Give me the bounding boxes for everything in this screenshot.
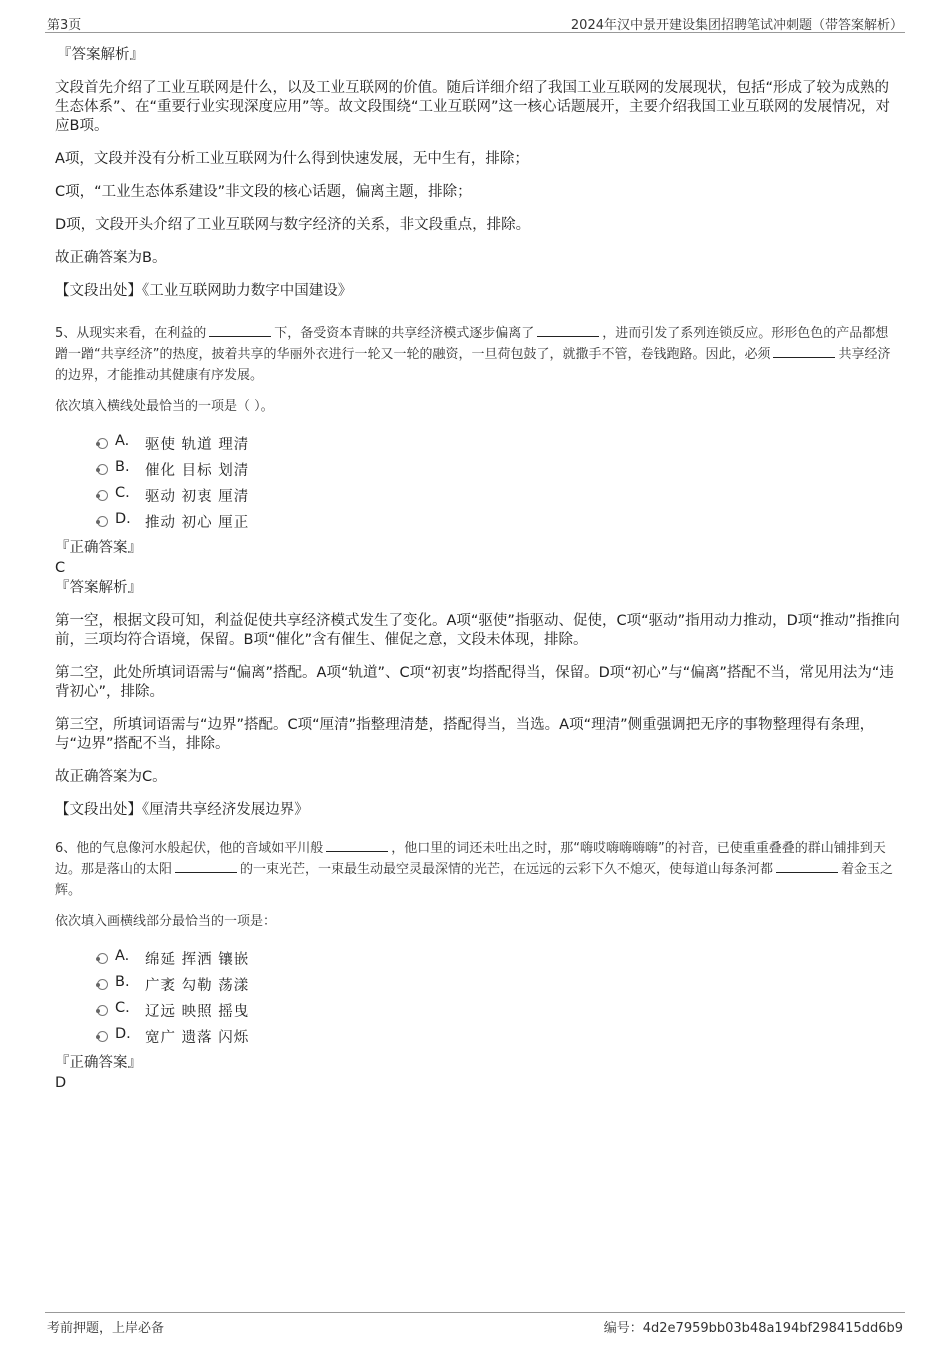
q5-stem-part2: 下，备受资本青睐的共享经济模式逐步偏离了 (274, 326, 535, 341)
q5-option-c[interactable] (55, 481, 900, 507)
page-footer (45, 1312, 905, 1337)
blank-line (537, 324, 599, 337)
q5-analysis-p3: 第三空，所填词语需与“边界”搭配。C项“厘清”指整理清楚，搭配得当，当选。A项“理清”侧重强调把无序的事物整理得有条理，与“边界”搭配不当，排除。 (55, 717, 875, 752)
option-text: 绵延 挥洒 镶嵌 (145, 952, 250, 968)
q5-stem-part3: ，进而引发了系列连锁反应。形形色色的产品都想蹭一蹭“共享经济”的热度，披着共享的华丽外衣进行一轮又一轮的融资，一旦荷包鼓了，就撒手不管，卷钱跑路。因此，必须 (55, 326, 889, 362)
q6-prompt: 依次填入画横线部分最恰当的一项是： (55, 914, 277, 929)
page-header (45, 12, 905, 33)
q5-option-a[interactable] (55, 429, 900, 455)
document-id: 编号：4d2e7959bb03b48a194bf298415dd6b9 (603, 1321, 903, 1336)
document-title: 2024年汉中景开建设集团招聘笔试冲刺题（带答案解析） (570, 18, 903, 33)
q6-stem-part4: 着金玉之辉。 (55, 862, 894, 898)
option-letter: B. (115, 459, 130, 475)
option-text: 驱使 轨道 理清 (145, 437, 250, 453)
radio-button[interactable] (97, 1005, 108, 1016)
content (55, 46, 900, 1093)
q4-source: 【文段出处】《工业互联网助力数字中国建设》 (55, 283, 353, 299)
radio-button[interactable] (97, 979, 108, 990)
option-text: 推动 初心 厘正 (145, 515, 250, 531)
option-letter: A. (115, 433, 130, 449)
q5-answer-label: 『正确答案』 (55, 540, 142, 556)
q6-answer: D (55, 1075, 67, 1091)
blank-line (326, 839, 388, 852)
q6-stem-part2: ，他口里的词还未吐出之时，那“嗨哎嗨嗨嗨嗨”的衬音，已使重重叠叠的群山铺排到天边。那是落山的太阳 (55, 841, 886, 877)
q5-option-b[interactable] (55, 455, 900, 481)
q4-analysis-p1: 文段首先介绍了工业互联网是什么，以及工业互联网的价值。随后详细介绍了我国工业互联网的发展现状，包括“形成了较为成熟的生态体系”、在“重要行业实现深度应用”等。故文段围绕“工业互联网”这一核心话题展开，主要介绍我国工业互联网的发展情况，对应B项。 (55, 80, 891, 134)
option-letter: A. (115, 948, 130, 964)
q6-answer-label: 『正确答案』 (55, 1055, 142, 1071)
radio-button[interactable] (97, 516, 108, 527)
q6-options (55, 944, 900, 1048)
q5-stem-part1: 5、从现实来看，在利益的 (55, 326, 207, 341)
q4-analysis-p3: C项，“工业生态体系建设”非文段的核心话题，偏离主题，排除； (55, 184, 472, 200)
q6-option-a[interactable] (55, 944, 900, 970)
option-letter: C. (115, 1000, 130, 1016)
q5-source: 【文段出处】《厘清共享经济发展边界》 (55, 802, 309, 818)
q4-analysis-p4: D项，文段开头介绍了工业互联网与数字经济的关系，非文段重点，排除。 (55, 217, 531, 233)
q5-stem-part4: 共享经济的边界，才能推动其健康有序发展。 (55, 347, 891, 383)
blank-line (776, 860, 838, 873)
option-letter: D. (115, 511, 131, 527)
q5-prompt: 依次填入横线处最恰当的一项是（ ）。 (55, 399, 274, 414)
radio-button[interactable] (97, 438, 108, 449)
q4-analysis-label: 『答案解析』 (57, 47, 144, 63)
q5-conclusion: 故正确答案为C。 (55, 769, 167, 785)
q6-option-b[interactable] (55, 970, 900, 996)
q6-option-d[interactable] (55, 1022, 900, 1048)
option-text: 广袤 勾勒 荡漾 (145, 978, 250, 994)
q5-stem (55, 323, 900, 386)
blank-line (175, 860, 237, 873)
q6-option-c[interactable] (55, 996, 900, 1022)
option-text: 宽广 遗落 闪烁 (145, 1030, 250, 1046)
q5-options (55, 429, 900, 533)
q5-analysis-p2: 第二空，此处所填词语需与“偏离”搭配。A项“轨道”、C项“初衷”均搭配得当，保留。D项“初心”与“偏离”搭配不当，常见用法为“违背初心”，排除。 (55, 665, 894, 700)
radio-button[interactable] (97, 1031, 108, 1042)
q5-option-d[interactable] (55, 507, 900, 533)
option-text: 催化 目标 划清 (145, 463, 250, 479)
radio-button[interactable] (97, 464, 108, 475)
radio-button[interactable] (97, 490, 108, 501)
option-letter: D. (115, 1026, 131, 1042)
page-number: 第3页 (47, 18, 82, 33)
q4-analysis-p2: A项，文段并没有分析工业互联网为什么得到快速发展，无中生有，排除； (55, 151, 529, 167)
q6-stem (55, 838, 900, 901)
q6-stem-part3: 的一束光芒，一束最生动最空灵最深情的光芒，在远远的云彩下久不熄灭，使每道山每条河都 (240, 862, 774, 877)
option-letter: B. (115, 974, 130, 990)
option-letter: C. (115, 485, 130, 501)
q6-stem-part1: 6、他的气息像河水般起伏，他的音域如平川般 (55, 841, 324, 856)
q5-analysis-label: 『答案解析』 (55, 580, 142, 596)
radio-button[interactable] (97, 953, 108, 964)
q5-answer: C (55, 560, 66, 576)
blank-line (209, 324, 271, 337)
q4-conclusion: 故正确答案为B。 (55, 250, 167, 266)
option-text: 驱动 初衷 厘清 (145, 489, 250, 505)
q5-analysis-p1: 第一空，根据文段可知，利益促使共享经济模式发生了变化。A项“驱使”指驱动、促使，C项“驱动”指用动力推动，D项“推动”指推向前，三项均符合语境，保留。B项“催化”含有催生、催促之意，文段未体现，排除。 (55, 613, 900, 648)
option-text: 辽远 映照 摇曳 (145, 1004, 250, 1020)
footer-slogan: 考前押题，上岸必备 (47, 1321, 165, 1336)
blank-line (773, 345, 835, 358)
